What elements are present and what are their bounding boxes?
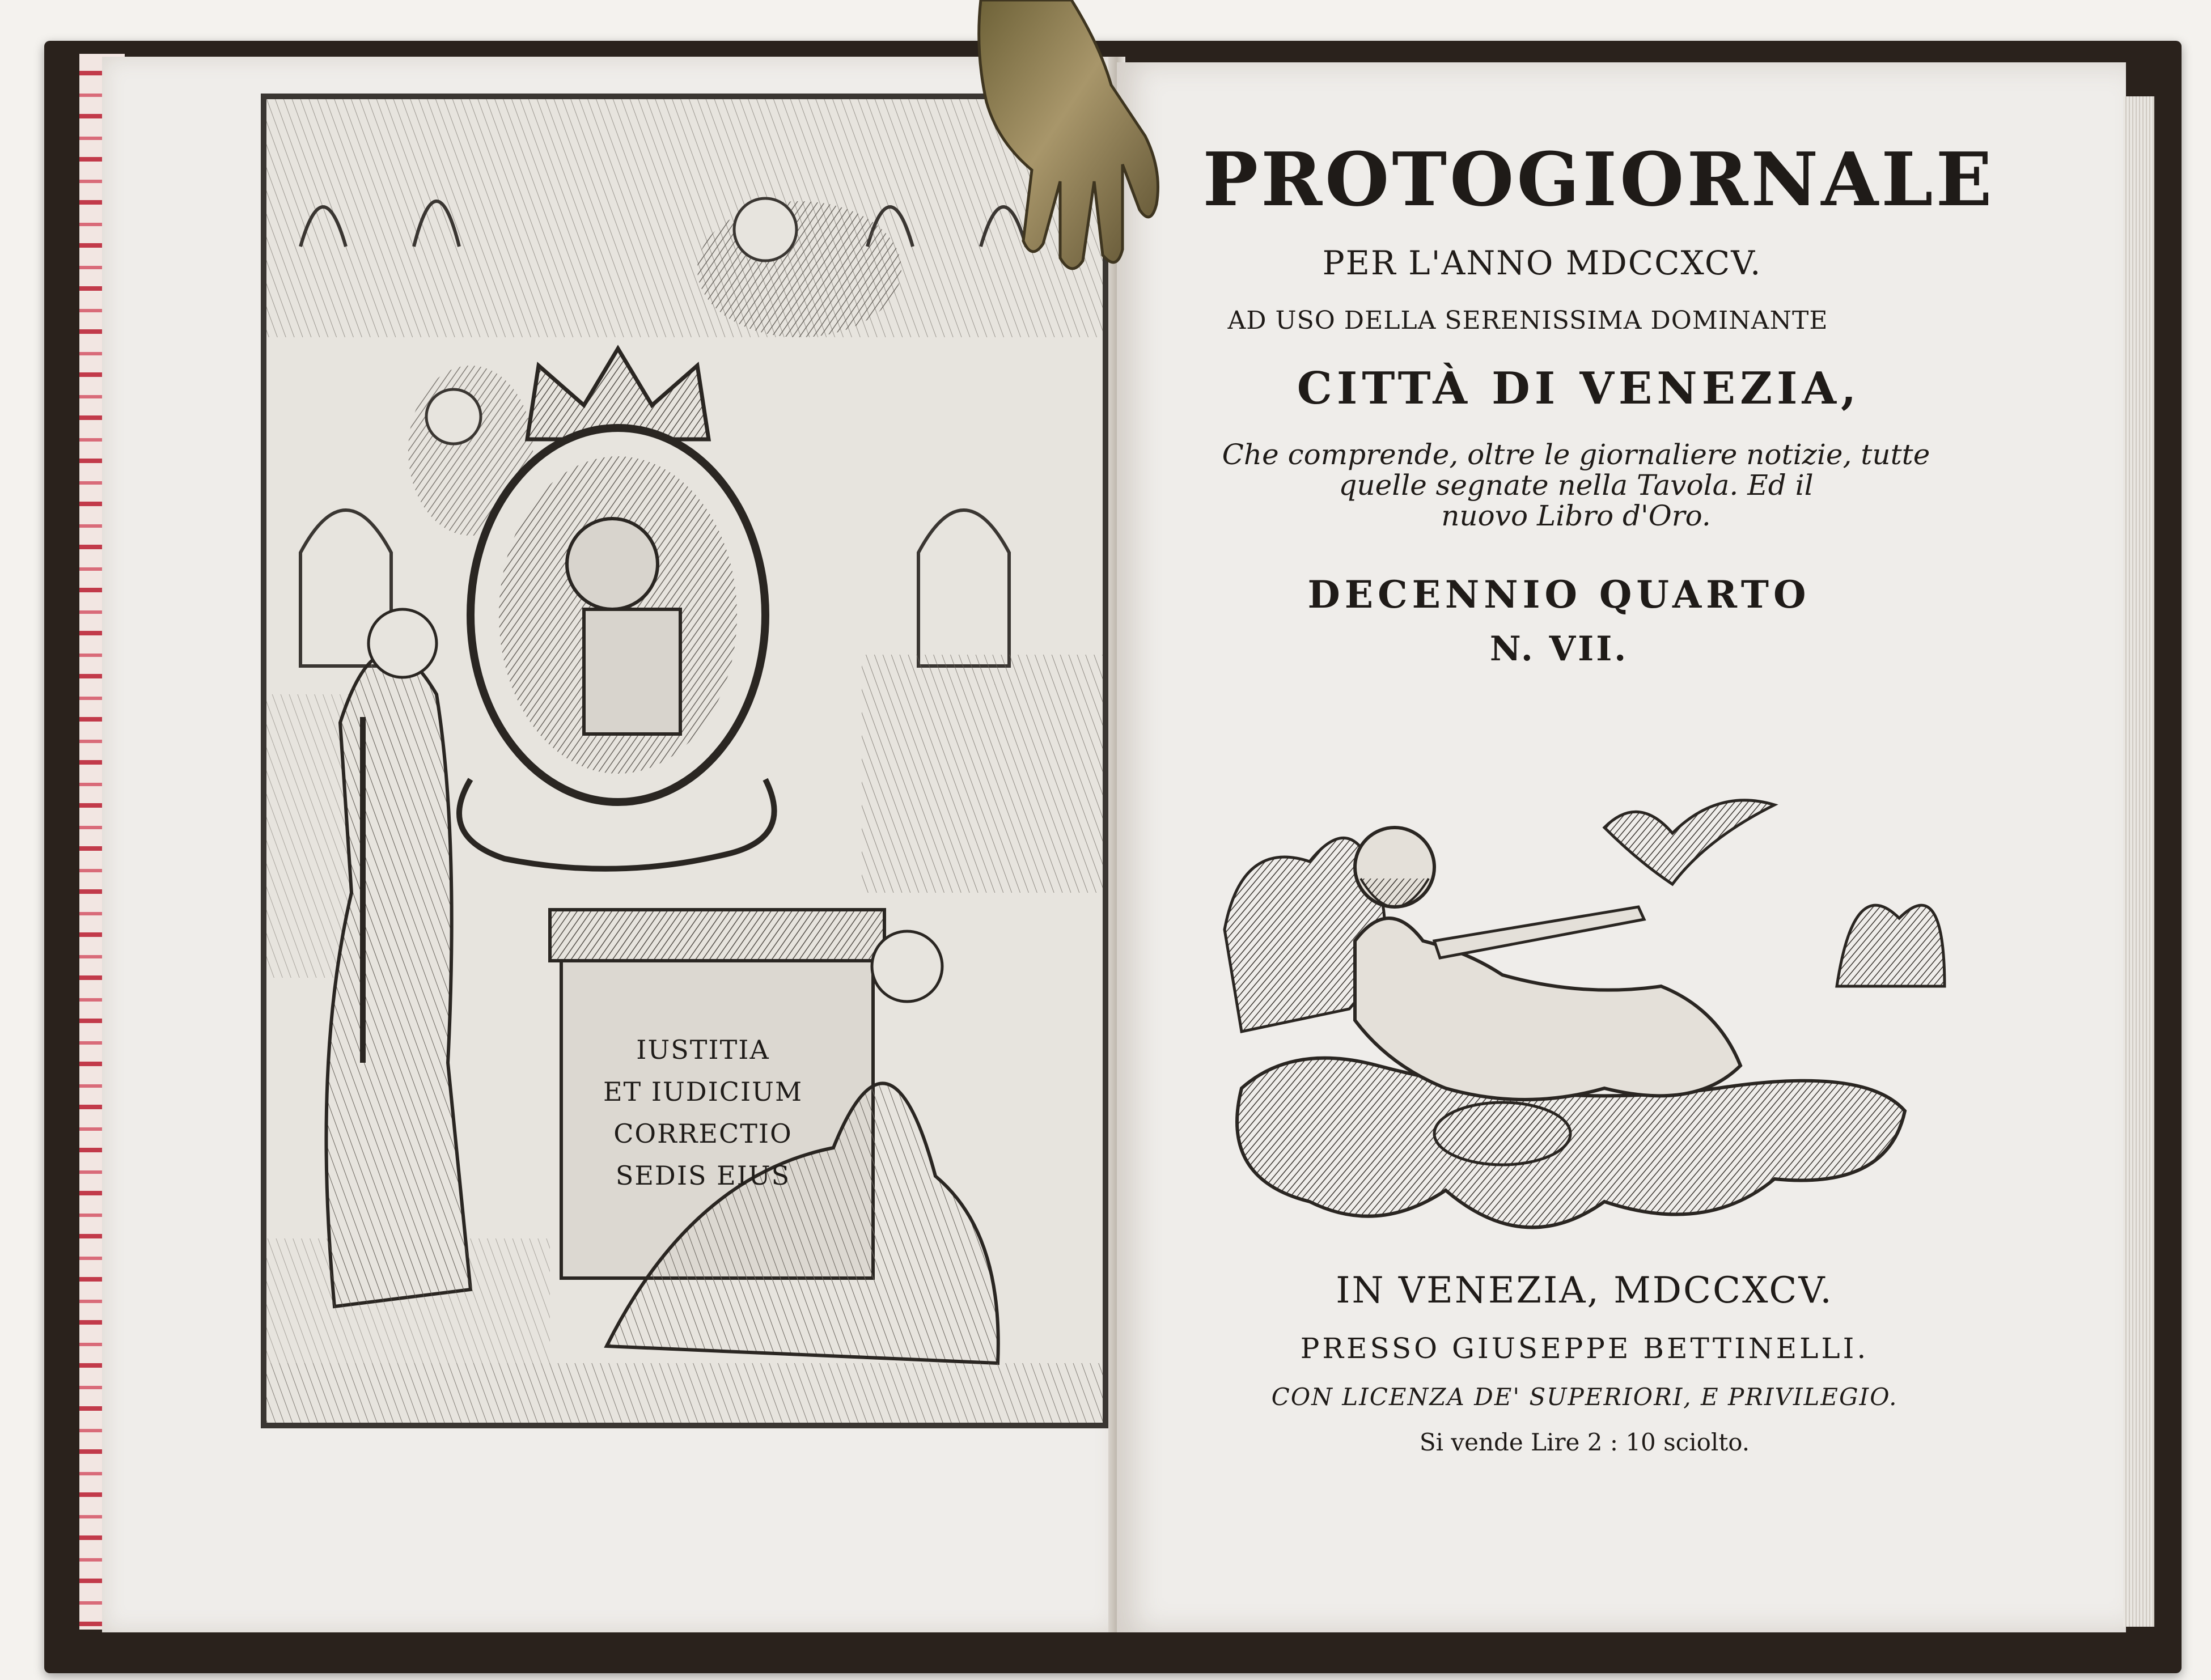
description-line: nuovo Libro d'Oro. (1441, 499, 1711, 532)
plaque-line: CORRECTIO (613, 1118, 793, 1149)
frontispiece-engraving (261, 94, 1108, 1428)
use-line: AD USO DELLA SERENISSIMA DOMINANTE (1227, 306, 1828, 335)
plaque-line: ET IUDICIUM (603, 1076, 803, 1107)
page-edges (2123, 96, 2154, 1627)
year-line: PER L'ANNO MDCCXCV. (1322, 244, 1762, 282)
imprint-license: CON LICENZA DE' SUPERIORI, E PRIVILEGIO. (1271, 1383, 1898, 1411)
imprint-printer: PRESSO GIUSEPPE BETTINELLI. (1300, 1332, 1869, 1365)
city-line: CITTÀ DI VENEZIA, (1297, 363, 1861, 414)
description-line: quelle segnate nella Tavola. Ed il (1339, 469, 1814, 502)
imprint-place: IN VENEZIA, MDCCXCV. (1336, 1270, 1833, 1312)
description-block (1179, 439, 1973, 531)
description-line: Che comprende, oltre le giornaliere notizie, tutte (1222, 438, 1930, 471)
plaque-inscription (584, 1029, 822, 1197)
number-line: N. VII. (1489, 629, 1629, 669)
river-god-vignette (1208, 771, 1956, 1258)
plaque-line: SEDIS EIUS (615, 1160, 791, 1191)
plaque-line: IUSTITIA (636, 1034, 770, 1065)
engraving-illustration (266, 99, 1103, 1423)
decade-line: DECENNIO QUARTO (1307, 572, 1811, 617)
brass-hand-bookmark (884, 0, 1191, 278)
book-title: PROTOGIORNALE (1202, 136, 1995, 223)
imprint-price: Si vende Lire 2 : 10 sciolto. (1419, 1428, 1750, 1456)
